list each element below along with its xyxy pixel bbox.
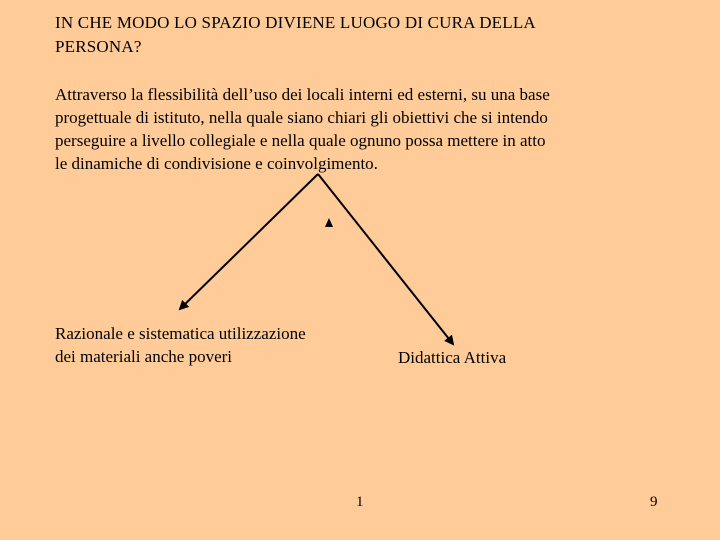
paragraph-line: perseguire a livello collegiale e nella quale ognuno possa mettere in atto xyxy=(55,131,546,150)
left-branch-line-2: dei materiali anche poveri xyxy=(55,347,232,366)
paragraph-line: progettuale di istituto, nella quale siano chiari gli obiettivi che si intendo xyxy=(55,108,548,127)
paragraph-line: Attraverso la flessibilità dell’uso dei locali interni ed esterni, su una base xyxy=(55,85,550,104)
small-triangle-marker xyxy=(325,218,333,227)
center-number: 1 xyxy=(356,494,364,510)
left-arrow xyxy=(180,174,318,309)
page-number: 9 xyxy=(650,494,658,510)
paragraph-line: le dinamiche di condivisione e coinvolgimento. xyxy=(55,154,378,173)
title-line-1: IN CHE MODO LO SPAZIO DIVIENE LUOGO DI CURA DELLA xyxy=(55,13,536,32)
right-arrow xyxy=(318,174,453,344)
right-branch-label: Didattica Attiva xyxy=(398,348,507,367)
title-line-2: PERSONA? xyxy=(55,37,142,56)
left-branch-label xyxy=(55,322,306,368)
left-branch-line-1: Razionale e sistematica utilizzazione xyxy=(55,324,306,343)
